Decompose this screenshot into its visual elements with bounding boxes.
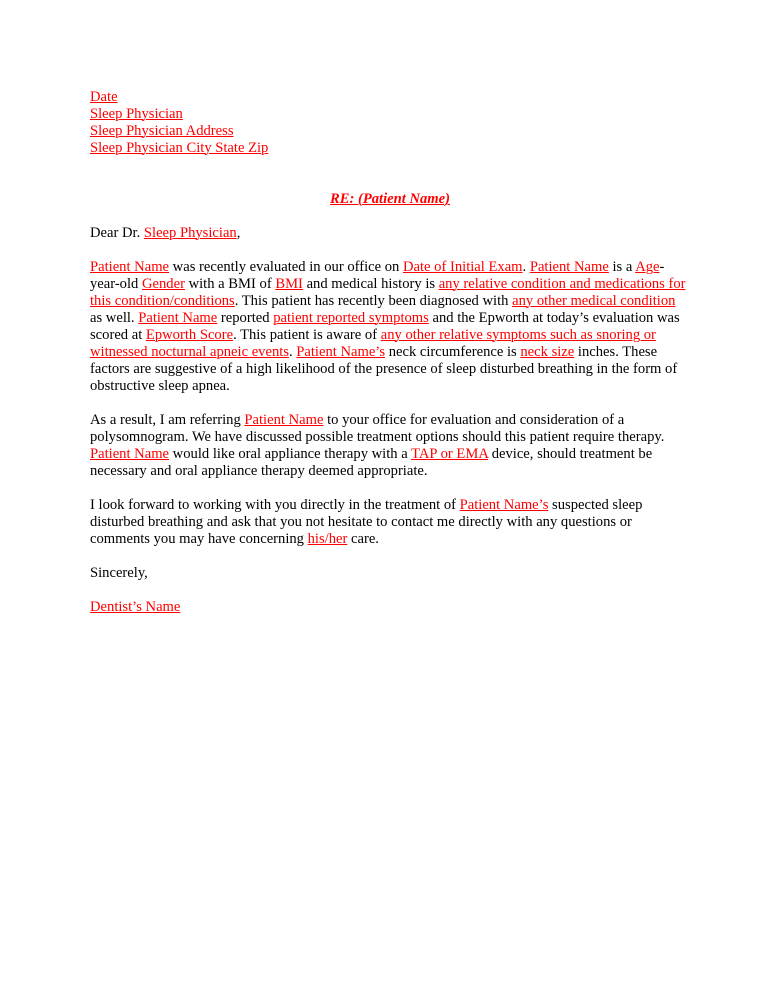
patient-name-possessive-placeholder: Patient Name’s <box>296 344 386 360</box>
medical-history-placeholder: any relative condition and medications for this condition/conditions <box>90 276 686 309</box>
body-text: to your office for evaluation and consideration of a polysomnogram. We have discussed possible treatment options should this patient require therapy. <box>90 412 665 445</box>
body-text: . <box>288 344 297 360</box>
subject-line <box>90 191 690 208</box>
body-text: was recently evaluated in our office on <box>169 259 403 275</box>
patient-name-placeholder: Patient Name <box>529 259 609 275</box>
gender-placeholder: Gender <box>141 276 185 292</box>
dentist-name-placeholder: Dentist’s Name <box>90 599 181 615</box>
relative-symptoms-placeholder: any other relative symptoms such as snoring or witnessed nocturnal apneic events <box>90 327 656 360</box>
paragraph-referral <box>90 412 690 480</box>
salutation-physician-placeholder: Sleep Physician <box>143 225 237 241</box>
recipient-address-block <box>90 89 690 157</box>
body-text: I look forward to working with you directly in the treatment of <box>90 497 460 513</box>
body-text: suspected sleep disturbed breathing and ask that you not hesitate to contact me directly with any questions or comments you may have concerning <box>90 497 643 547</box>
body-text: as well. <box>90 310 139 326</box>
salutation-prefix: Dear Dr. <box>90 225 144 241</box>
body-text: neck circumference is <box>385 344 521 360</box>
body-text: -year-old <box>90 259 665 292</box>
body-text: is a <box>608 259 636 275</box>
salutation-suffix: , <box>236 225 241 241</box>
letter-document <box>90 89 690 616</box>
body-text: with a BMI of <box>184 276 276 292</box>
pronoun-placeholder: his/her <box>307 531 348 547</box>
body-text: . This patient is aware of <box>233 327 381 343</box>
body-text: care. <box>347 531 379 547</box>
paragraph-patient-evaluation <box>90 259 690 395</box>
age-placeholder: Age <box>635 259 660 275</box>
signature-block <box>90 599 690 616</box>
patient-name-placeholder: Patient Name <box>138 310 218 326</box>
body-text: reported <box>217 310 274 326</box>
paragraph-closing-request <box>90 497 690 548</box>
physician-city-state-zip-placeholder: Sleep Physician City State Zip <box>90 140 269 156</box>
device-type-placeholder: TAP or EMA <box>411 446 489 462</box>
physician-address-placeholder: Sleep Physician Address <box>90 123 234 139</box>
other-condition-placeholder: any other medical condition <box>512 293 676 309</box>
physician-name-placeholder: Sleep Physician <box>90 106 183 122</box>
patient-name-placeholder: Patient Name <box>90 446 170 462</box>
patient-name-placeholder: Patient Name <box>244 412 324 428</box>
patient-name-placeholder: Patient Name <box>90 259 170 275</box>
complimentary-close: Sincerely, <box>90 565 148 581</box>
initial-exam-date-placeholder: Date of Initial Exam <box>402 259 523 275</box>
body-text: and the Epworth at today’s evaluation was scored at <box>90 310 680 343</box>
body-text: and medical history is <box>302 276 439 292</box>
bmi-placeholder: BMI <box>275 276 303 292</box>
patient-name-possessive-placeholder: Patient Name’s <box>459 497 549 513</box>
epworth-score-placeholder: Epworth Score <box>145 327 234 343</box>
date-placeholder: Date <box>90 89 118 105</box>
body-text: would like oral appliance therapy with a <box>169 446 412 462</box>
body-text: . <box>522 259 530 275</box>
reported-symptoms-placeholder: patient reported symptoms <box>273 310 429 326</box>
salutation <box>90 225 690 242</box>
body-text: . This patient has recently been diagnosed with <box>234 293 513 309</box>
neck-size-placeholder: neck size <box>520 344 575 360</box>
body-text: device, should treatment be necessary and oral appliance therapy deemed appropriate. <box>90 446 653 479</box>
subject-patient-name-placeholder: RE: (Patient Name) <box>330 191 450 207</box>
body-text: As a result, I am referring <box>90 412 245 428</box>
body-text: inches. These factors are suggestive of a high likelihood of the presence of sleep disturbed breathing in the form of obstructive sleep apnea. <box>90 344 678 394</box>
